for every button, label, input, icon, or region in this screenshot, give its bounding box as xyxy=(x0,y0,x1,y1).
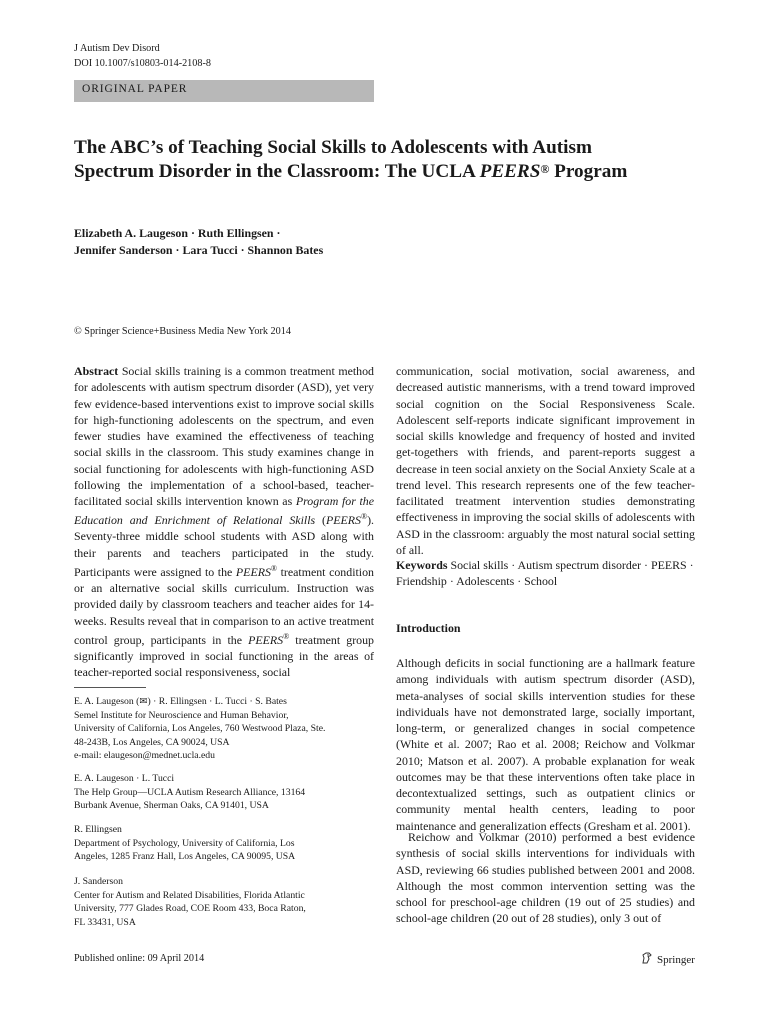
affiliation-4-line-4: FL 33431, USA xyxy=(74,916,136,928)
affiliation-4-line-3: University, 777 Glades Road, COE Room 433, Boca Raton, xyxy=(74,903,306,914)
introduction-paragraph-1: Although deficits in social functioning are a hallmark feature among individuals with autism spectrum disorder (ASD), meta-analyses of social skills intervention studies for these individuals have not demonstrated large, socially important, long-term, or generalized changes in social competence (White et al. 2007; Rao et al. 2008; Reichow and Volkmar 2010; Matson et al. 2007). A probable explanation for weak outcomes may be that these interventions often take place in decontextualized settings, such as outpatient clinics or community mental health centers, leading to poor maintenance and generalization effects (Gresham et al. 2001). xyxy=(396,656,695,833)
affiliation-1-line-2: Semel Institute for Neuroscience and Human Behavior, xyxy=(74,709,289,721)
abstract-text-2: ( xyxy=(315,513,326,528)
author-line-2: Jennifer Sanderson · Lara Tucci · Shannon Bates xyxy=(74,243,324,257)
footnote-divider xyxy=(74,687,146,688)
affiliation-1-line-4: 48-243B, Los Angeles, CA 90024, USA xyxy=(74,736,230,748)
introduction-heading: Introduction xyxy=(396,621,461,635)
affiliation-2-authors: E. A. Laugeson · L. Tucci xyxy=(74,773,175,784)
abstract-text-4: treatment condition or an alternative social skills curriculum. Instruction was provided daily by classroom teachers and teacher aides for 14-weeks. Results reveal that in comparison to an active treatment control group, participants in the xyxy=(74,564,374,647)
publisher-name: Springer xyxy=(657,953,695,966)
title-registered-mark: ® xyxy=(540,161,550,176)
copyright-notice: © Springer Science+Business Media New York 2014 xyxy=(74,326,291,337)
affiliation-4-line-2: Center for Autism and Related Disabilities, Florida Atlantic xyxy=(74,889,305,901)
abstract-text-5: treatment group significantly improved in social functioning in the areas of teacher-reported social responsiveness, social xyxy=(74,632,374,680)
doi: DOI 10.1007/s10803-014-2108-8 xyxy=(74,58,211,69)
springer-horse-icon xyxy=(640,951,654,968)
paper-title xyxy=(74,136,674,183)
author-list xyxy=(74,225,674,259)
title-program: PEERS xyxy=(479,160,541,182)
abstract xyxy=(74,363,374,681)
author-line-1: Elizabeth A. Laugeson · Ruth Ellingsen · xyxy=(74,226,281,240)
affiliation-2-line-2: The Help Group—UCLA Autism Research Alliance, 13164 xyxy=(74,786,306,798)
abstract-peers-1: PEERS xyxy=(325,513,361,528)
abstract-text-1: Social skills training is a common treatment method for adolescents with autism spectrum disorder (ASD), yet very few evidence-based interventions exist to improve social skills for high-functioning adolescents on the spectrum, and even fewer studies have examined the effectiveness of teaching social skills in the classroom. This study examines change in social functioning for adolescents with high-functioning ASD following the implementation of a school-based, teacher-facilitated social skills intervention known as xyxy=(74,364,374,508)
title-part1: The ABC’s of Teaching Social Skills to Adolescents with Autism Spectrum Disorder in the Classroom: The UCLA xyxy=(74,137,592,182)
published-online: Published online: 09 April 2014 xyxy=(74,953,205,964)
abstract-program-full-name: Program for the Education and Enrichment of Relational Skills xyxy=(74,494,374,528)
title-part2: Program xyxy=(549,160,628,182)
affiliation-4-authors: J. Sanderson xyxy=(74,876,123,887)
keywords xyxy=(396,557,695,590)
affiliation-3-line-2: Department of Psychology, University of California, Los xyxy=(74,837,295,849)
affiliation-1-line-3: University of California, Los Angeles, 760 Westwood Plaza, Ste. xyxy=(74,723,326,734)
affiliation-1-authors: E. A. Laugeson (✉) · R. Ellingsen · L. Tucci · S. Bates xyxy=(74,696,287,707)
introduction-paragraph-2: Reichow and Volkmar (2010) performed a best evidence synthesis of social skills interventions for individuals with ASD, reviewing 66 studies published between 2001 and 2008. Although the most common intervention setting was the school for preschool-age children (19 out of 25 studies) and school-age children (20 out of 28 studies), only 3 out of xyxy=(396,830,695,926)
journal-name: J Autism Dev Disord xyxy=(74,43,160,54)
keywords-text: Social skills · Autism spectrum disorder · PEERS · Friendship · Adolescents · School xyxy=(396,558,694,589)
affiliation-1-email: e-mail: elaugeson@mednet.ucla.edu xyxy=(74,750,215,761)
springer-logo xyxy=(640,951,695,968)
affiliation-4 xyxy=(74,875,374,929)
affiliation-3-authors: R. Ellingsen xyxy=(74,824,122,835)
paper-type-label: ORIGINAL PAPER xyxy=(82,83,188,95)
affiliation-3-line-3: Angeles, 1285 Franz Hall, Los Angeles, CA 90095, USA xyxy=(74,851,296,862)
abstract-continued: communication, social motivation, social awareness, and decreased autistic mannerisms, with a trend toward improved social cognition on the Social Responsiveness Scale. Adolescent self-reports indicate significant improvement in social skills knowledge and frequency of hosted and invited get-togethers with friends, and parent-reports suggest a decrease in teen social anxiety on the Social Anxiety Scale at a trend level. This research represents one of the few teacher-facilitated treatment intervention studies demonstrating effectiveness in improving the social skills of adolescents with ASD in the classroom: arguably the most natural social setting of all. xyxy=(396,364,695,557)
abstract-reg-2: ® xyxy=(270,563,277,573)
abstract-label: Abstract xyxy=(74,364,119,378)
keywords-label: Keywords xyxy=(396,558,448,572)
abstract-text-3: ). Seventy-three middle school students with ASD along with their parents and teachers participated in the study. Participants were assigned to the xyxy=(74,513,374,579)
affiliation-3 xyxy=(74,823,374,864)
affiliation-1 xyxy=(74,695,374,763)
abstract-peers-2: PEERS xyxy=(235,564,271,579)
affiliation-2 xyxy=(74,772,374,813)
abstract-reg-3: ® xyxy=(283,631,290,641)
abstract-peers-3: PEERS xyxy=(248,632,284,647)
affiliation-2-line-3: Burbank Avenue, Sherman Oaks, CA 91401, USA xyxy=(74,800,269,811)
abstract-reg-1: ® xyxy=(360,512,368,522)
